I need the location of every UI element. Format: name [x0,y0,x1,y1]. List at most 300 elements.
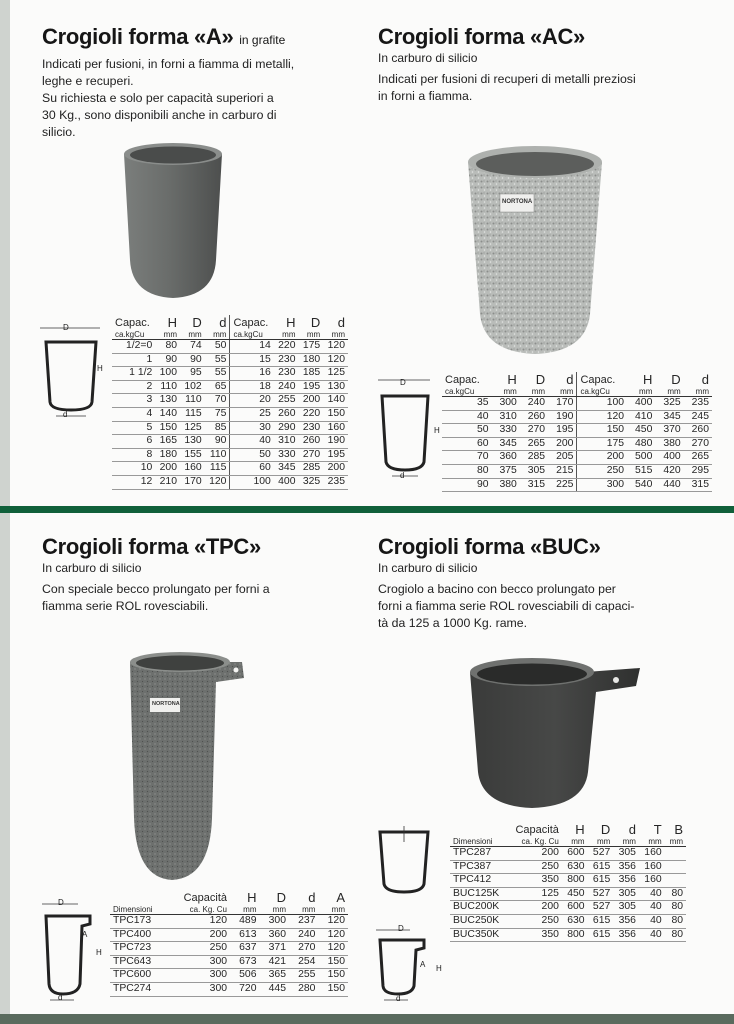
table-cell: 70 [205,394,230,408]
table-row [110,928,348,942]
diagram-a-label-h: H [97,364,103,373]
table-cell: 200 [548,437,577,451]
table-cell: 310 [274,435,299,449]
table-cell: 330 [274,448,299,462]
section-ac-title: Crogioli forma «AC» [378,24,585,49]
table-cell: 240 [274,380,299,394]
table-row [450,874,686,888]
unit-capacity: ca. Kg. Cu [168,905,230,915]
table-cell: 300 [577,478,627,492]
table-cell: 600 [562,901,588,915]
table-cell: 445 [260,982,289,996]
table-cell: 254 [289,955,318,969]
table-cell: 6 [112,435,155,449]
table-cell: 120 [318,928,348,942]
section-tpc [42,534,362,615]
table-cell: 305 [613,901,639,915]
table-cell: 630 [562,860,588,874]
table-cell: 325 [299,475,324,489]
table-cell: 140 [323,394,348,408]
table-cell: 170 [548,397,577,411]
table-cell: 200 [168,928,230,942]
table-cell: 615 [588,860,614,874]
table-cell: TPC643 [110,955,168,969]
table-cell: 450 [627,424,655,438]
table-row [442,410,712,424]
table-cell: 356 [613,914,639,928]
table-cell: 160 [180,462,205,476]
diagram-buc-label-d-bottom: d [396,994,401,1003]
table-cell: 12 [112,475,155,489]
table-cell: 250 [168,942,230,956]
table-cell: 230 [299,421,324,435]
table-cell: 1 [112,353,155,367]
table-cell: 140 [155,407,180,421]
col-h-2: H [286,315,296,330]
table-cell: 40 [639,914,665,928]
unit-d-lower-2: mm [684,387,712,397]
table-cell: 190 [548,410,577,424]
table-cell: 110 [155,380,180,394]
table-cell: 527 [588,887,614,901]
table-row [110,942,348,956]
unit-dimensions: Dimensioni [450,837,507,847]
table-cell: 1 1/2 [112,367,155,381]
table-cell: TPC400 [110,928,168,942]
table-cell: 540 [627,478,655,492]
table-cell: 260 [684,424,712,438]
table-cell: 80 [155,340,180,354]
table-cell: 10 [112,462,155,476]
table-cell: 90 [442,478,492,492]
table-cell: 285 [520,451,548,465]
table-cell: 102 [180,380,205,394]
table-row [442,424,712,438]
table-cell: 8 [112,448,155,462]
col-h: H [247,890,257,905]
section-ac-table [442,372,712,492]
table-cell: 130 [323,380,348,394]
table-row [112,353,348,367]
section-a-table [112,315,348,490]
col-h: H [507,372,517,387]
table-cell: 506 [230,969,259,983]
table-cell: 95 [180,367,205,381]
table-cell: TPC387 [450,860,507,874]
crucible-ac-photo [462,138,608,360]
unit-d-upper: mm [588,837,614,847]
section-divider [0,506,734,513]
table-cell: 120 [577,410,627,424]
crucible-a-photo [118,140,228,302]
table-cell: 16 [230,367,274,381]
col-capacity: Capacità [183,891,228,904]
table-row [450,847,686,861]
table-cell: 230 [274,367,299,381]
section-a-title-suffix: in grafite [239,33,286,47]
col-d-upper: D [600,822,611,837]
crucible-tpc-label: NORTONA [152,701,180,707]
unit-h-2: mm [627,387,655,397]
table-row [112,367,348,381]
table-row [442,397,712,411]
table-cell: 40 [639,928,665,942]
table-cell: 115 [180,407,205,421]
table-cell: 180 [155,448,180,462]
table-cell: 100 [577,397,627,411]
table-cell: 515 [627,464,655,478]
table-cell: 300 [260,915,289,929]
table-cell: 40 [639,901,665,915]
table-cell: 115 [205,462,230,476]
table-cell: 50 [230,448,274,462]
unit-t: mm [639,837,665,847]
bottom-edge [0,1014,734,1024]
table-cell: 270 [299,448,324,462]
table-cell: 120 [323,353,348,367]
table-cell: 356 [613,860,639,874]
table-cell: 195 [323,448,348,462]
table-cell: 630 [562,914,588,928]
col-b: B [674,822,683,837]
unit-a: mm [318,905,348,915]
table-cell: 365 [260,969,289,983]
table-cell: 200 [507,901,561,915]
table-cell: 305 [613,847,639,861]
table-cell: BUC250K [450,914,507,928]
table-cell: 160 [323,421,348,435]
table-cell: 489 [230,915,259,929]
table-cell: 215 [548,464,577,478]
table-cell: 260 [520,410,548,424]
table-cell: 200 [577,451,627,465]
table-cell: 527 [588,847,614,861]
diagram-a-label-d-top: D [63,323,69,332]
section-tpc-description: Con speciale becco prolungato per forni a fiamma serie ROL rovesciabili. [42,582,270,613]
col-h: H [575,822,585,837]
table-row [442,478,712,492]
table-cell: 345 [655,410,683,424]
col-d-upper-2: D [671,372,681,387]
table-cell: 120 [323,340,348,354]
table-cell: 100 [230,475,274,489]
table-cell: 150 [318,982,348,996]
table-cell: 440 [655,478,683,492]
table-cell: 250 [507,914,561,928]
table-cell: 360 [492,451,520,465]
crucible-ac-label: NORTONA [502,199,533,205]
col-d-lower: d [628,822,636,837]
table-cell: TPC173 [110,915,168,929]
table-cell: 310 [492,410,520,424]
table-cell: 3 [112,394,155,408]
table-cell: 325 [655,397,683,411]
table-cell: 345 [274,462,299,476]
table-cell: 230 [274,353,299,367]
table-cell: 25 [230,407,274,421]
table-cell: 200 [507,847,561,861]
table-cell: 673 [230,955,259,969]
table-cell: 260 [299,435,324,449]
table-cell: 205 [548,451,577,465]
table-cell: 260 [274,407,299,421]
table-cell: 15 [230,353,274,367]
table-cell: 421 [260,955,289,969]
table-cell: 55 [205,353,230,367]
crucible-ac-diagram [374,376,436,482]
unit-d-upper: mm [520,387,548,397]
table-cell: 200 [299,394,324,408]
table-cell: TPC412 [450,874,507,888]
table-cell: 720 [230,982,259,996]
table-cell: 250 [507,860,561,874]
table-cell: 60 [442,437,492,451]
table-cell: 315 [520,478,548,492]
col-capacity: Capac. [445,373,480,386]
col-capacity: Capacità [515,823,559,836]
table-cell: 90 [155,353,180,367]
col-a: A [336,890,345,905]
table-cell: 270 [289,942,318,956]
table-row [112,475,348,489]
table-cell: 120 [318,942,348,956]
col-capacity: Capac. [115,316,150,329]
section-buc-description: Crogiolo a bacino con becco prolungato per forni a fiamma serie ROL rovesciabili di capaci- tà da 125 a 1000 Kg. rame. [378,582,635,630]
table-cell: 150 [318,969,348,983]
table-cell: 100 [155,367,180,381]
table-cell: 80 [665,901,686,915]
table-cell: 235 [323,475,348,489]
table-row [110,915,348,929]
table-cell: 410 [627,410,655,424]
table-cell: 130 [180,435,205,449]
table-cell: 160 [639,860,665,874]
col-d-upper: D [192,315,202,330]
table-cell: TPC287 [450,847,507,861]
table-cell: 160 [639,874,665,888]
table-cell: 110 [205,448,230,462]
table-row [112,462,348,476]
table-cell: 40 [230,435,274,449]
table-cell: 175 [299,340,324,354]
table-cell: 150 [318,955,348,969]
unit-h: mm [492,387,520,397]
table-cell: 125 [180,421,205,435]
diagram-ac-label-d-top: D [400,378,406,387]
table-cell: 35 [442,397,492,411]
table-cell: 130 [155,394,180,408]
table-cell: 75 [205,407,230,421]
unit-d-lower-2: mm [323,330,348,340]
table-cell: 300 [168,982,230,996]
table-cell: 270 [684,437,712,451]
table-cell: 80 [665,928,686,942]
unit-capacity: ca.kgCu [442,387,492,397]
crucible-buc-diagrams [372,822,444,1002]
diagram-ac-label-h: H [434,426,440,435]
table-row [110,982,348,996]
table-cell: 356 [613,928,639,942]
table-cell: 150 [577,424,627,438]
table-row [112,421,348,435]
table-row [112,394,348,408]
unit-capacity: ca. Kg. Cu [507,837,561,847]
table-cell: 220 [274,340,299,354]
table-cell: 55 [205,367,230,381]
table-cell: 380 [492,478,520,492]
col-capacity-2: Capac. [230,315,274,330]
table-cell: 200 [323,462,348,476]
section-tpc-table [110,890,348,997]
table-row [110,969,348,983]
unit-d-upper: mm [260,905,289,915]
diagram-tpc-label-h: H [96,948,102,957]
table-row [442,464,712,478]
diagram-tpc-label-d-top: D [58,898,64,907]
table-row [450,860,686,874]
section-buc-subtitle: In carburo di silicio [378,561,478,575]
table-cell: 375 [492,464,520,478]
table-cell: 155 [180,448,205,462]
col-d-upper: D [535,372,546,387]
table-cell: TPC600 [110,969,168,983]
table-cell: 270 [520,424,548,438]
table-cell: 480 [627,437,655,451]
table-row [112,380,348,394]
table-cell: TPC274 [110,982,168,996]
table-cell: 120 [205,475,230,489]
table-cell: 120 [168,915,230,929]
table-cell: 345 [492,437,520,451]
table-cell: 615 [588,874,614,888]
table-cell: 350 [507,874,561,888]
table-cell: 295 [684,464,712,478]
table-cell: 380 [655,437,683,451]
diagram-a-label-d-bottom: d [63,410,68,419]
unit-h: mm [230,905,259,915]
table-cell: BUC200K [450,901,507,915]
table-cell: 150 [323,407,348,421]
table-cell: 420 [655,464,683,478]
table-cell: 370 [655,424,683,438]
table-cell: 195 [299,380,324,394]
table-cell: 356 [613,874,639,888]
table-cell: 180 [299,353,324,367]
table-cell: 280 [289,982,318,996]
col-blank [110,890,168,905]
table-row [110,955,348,969]
table-cell: 350 [507,928,561,942]
col-blank [450,822,507,837]
table-cell: 90 [205,435,230,449]
col-d-upper-2: D [310,315,321,330]
table-cell: 615 [588,928,614,942]
table-cell: 800 [562,928,588,942]
table-cell: 190 [323,435,348,449]
table-cell: 30 [230,421,274,435]
unit-b: mm [665,837,686,847]
table-cell: 14 [230,340,274,354]
diagram-buc-label-d-top: D [398,924,404,933]
unit-d-upper: mm [180,330,205,340]
unit-d-lower: mm [289,905,318,915]
table-cell: 300 [168,955,230,969]
table-cell: 305 [520,464,548,478]
unit-capacity: ca.kgCu [112,330,155,340]
table-cell: TPC723 [110,942,168,956]
unit-h-2: mm [274,330,299,340]
col-d-lower: d [566,372,574,387]
table-cell: 360 [260,928,289,942]
table-row [450,901,686,915]
table-cell: 50 [205,340,230,354]
table-cell: 600 [562,847,588,861]
crucible-tpc-diagram [38,898,104,1004]
table-cell: 125 [507,887,561,901]
table-cell: 60 [230,462,274,476]
table-cell: 125 [323,367,348,381]
table-cell: 400 [655,451,683,465]
section-buc-title: Crogioli forma «BUC» [378,534,601,559]
table-cell: 74 [180,340,205,354]
col-d-lower-2: d [337,315,345,330]
table-cell: 50 [442,424,492,438]
section-a-title [42,24,352,50]
col-capacity-2: Capac. [577,372,627,387]
table-cell: 613 [230,928,259,942]
table-cell: 400 [627,397,655,411]
unit-d-lower: mm [548,387,577,397]
unit-d-upper-2: mm [655,387,683,397]
table-cell: 160 [639,847,665,861]
table-row [112,407,348,421]
table-row [112,435,348,449]
unit-d-lower: mm [205,330,230,340]
diagram-buc-label-a: A [420,960,426,969]
table-row [450,887,686,901]
table-cell: 225 [548,478,577,492]
table-cell: 90 [180,353,205,367]
table-cell: 300 [168,969,230,983]
diagram-tpc-label-d-bottom: d [58,993,63,1002]
table-cell: 250 [577,464,627,478]
table-cell: BUC125K [450,887,507,901]
table-cell: 70 [442,451,492,465]
table-cell: 185 [299,367,324,381]
table-cell: 4 [112,407,155,421]
section-a [42,24,352,141]
table-cell: 240 [520,397,548,411]
table-cell: 40 [442,410,492,424]
table-cell: 150 [155,421,180,435]
table-cell: 235 [684,397,712,411]
table-cell: 290 [274,421,299,435]
crucible-buc-photo [466,652,644,810]
section-ac-subtitle: In carburo di silicio [378,51,478,65]
unit-d-upper-2: mm [299,330,324,340]
table-cell: 615 [588,914,614,928]
table-cell: 80 [442,464,492,478]
table-cell: 240 [289,928,318,942]
table-cell: 80 [665,914,686,928]
section-a-title-text: Crogioli forma «A» [42,24,234,49]
col-t: T [653,822,662,837]
diagram-tpc-label-a: A [82,930,88,939]
table-row [112,448,348,462]
table-cell: 18 [230,380,274,394]
table-cell: 165 [155,435,180,449]
table-cell: 245 [684,410,712,424]
